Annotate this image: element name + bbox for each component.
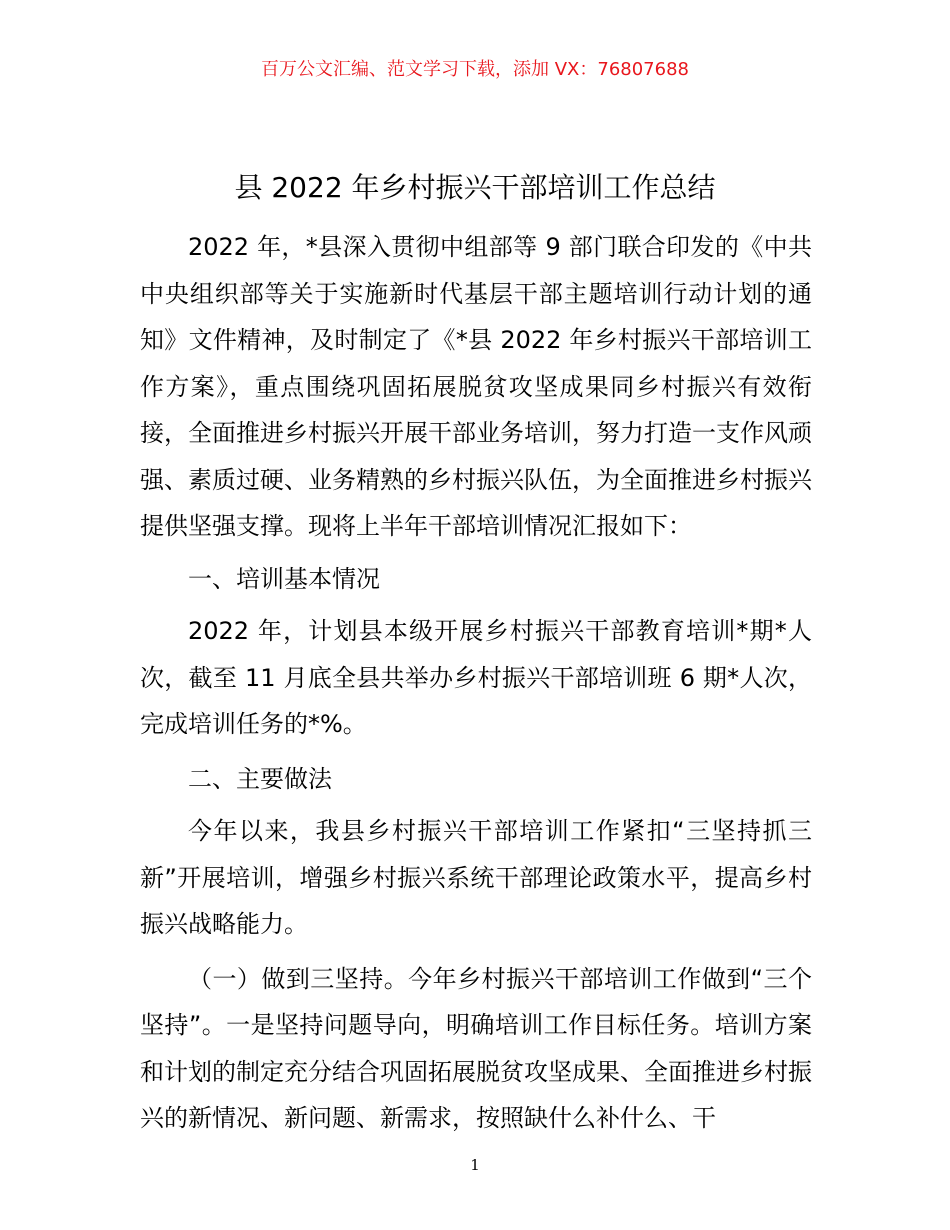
- intro-paragraph: 2022 年，*县深入贯彻中组部等 9 部门联合印发的《中共中央组织部等关于实施新时代基层干部主题培训行动计划的通知》文件精神，及时制定了《*县 2022 年乡村振兴干部培训工作方案》，重点围绕巩固拓展脱贫攻坚成果同乡村振兴有效衔接，全面推进乡村振兴开展干部业务培训，努力打造一支作风顽强、素质过硬、业务精熟的乡村振兴队伍，为全面推进乡村振兴提供坚强支撑。现将上半年干部培训情况汇报如下：: [140, 233, 812, 540]
- page-number: 1: [470, 1156, 480, 1174]
- watermark-text: 百万公文汇编、范文学习下载，添加 VX：76807688: [261, 59, 689, 80]
- section-main-practices-paragraph: 今年以来，我县乡村振兴干部培训工作紧扣“三坚持抓三新”开展培训，增强乡村振兴系统干部理论政策水平，提高乡村振兴战略能力。: [140, 817, 812, 938]
- document-body: [140, 224, 812, 1142]
- document-title: 县 2022 年乡村振兴干部培训工作总结: [234, 171, 716, 204]
- section-heading-basic-info: 一、培训基本情况: [188, 564, 380, 593]
- watermark-banner: [0, 58, 950, 82]
- section-basic-info-paragraph: 2022 年，计划县本级开展乡村振兴干部教育培训*期*人次，截至 11 月底全县共举办乡村振兴干部培训班 6 期*人次，完成培训任务的*%。: [140, 617, 812, 738]
- subsection-three-persistences-paragraph: （一）做到三坚持。今年乡村振兴干部培训工作做到“三个坚持”。一是坚持问题导向，明确培训工作目标任务。培训方案和计划的制定充分结合巩固拓展脱贫攻坚成果、全面推进乡村振兴的新情况、新问题、新需求，按照缺什么补什么、干: [140, 964, 812, 1132]
- section-heading-main-practices: 二、主要做法: [188, 764, 332, 793]
